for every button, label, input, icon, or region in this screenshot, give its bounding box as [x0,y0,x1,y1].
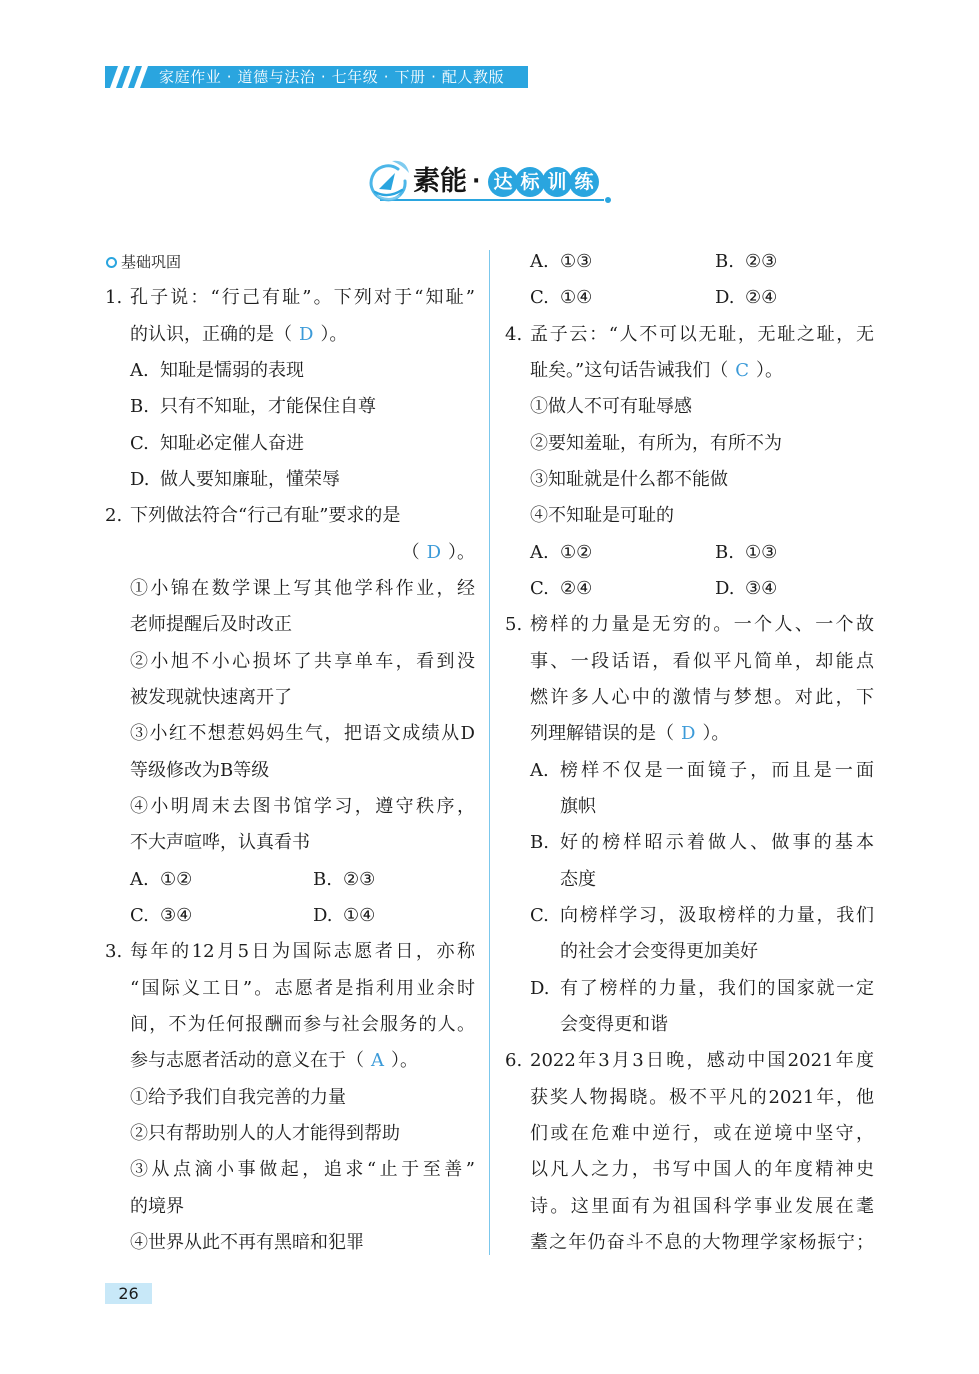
statement-line [105,1116,475,1152]
stem-text: 诗。这里面有为祖国科学事业发展在耄 [530,1195,874,1217]
statement-text: ④不知耻是可耻的 [530,505,674,527]
option-text: 好的榜样昭示着做人、做事的基本 [560,832,874,854]
statement-text: 等级修改为B等级 [130,759,270,781]
option-a [505,753,874,789]
statement-text: ①小锦在数学课上写其他学科作业，经 [130,577,475,599]
option-text: 有了榜样的力量，我们的国家就一定 [560,977,874,999]
option-continuation [505,789,874,825]
stem-text: 2022年3月3日晚，感动中国2021年度 [530,1050,874,1072]
option-a [105,353,475,389]
statement-line [105,680,475,716]
stem-line [105,971,475,1007]
choice-label: B. [715,541,734,563]
question-number: 5. [505,614,523,636]
answer-bracket-close: ）。 [702,723,730,745]
stem-fragment: 列理解错误的是 [530,723,656,745]
statement-text: ④世界从此不再有黑暗和犯罪 [130,1231,364,1253]
choice-text: ①③ [560,251,593,272]
stem-line [105,317,475,353]
stem-line [105,498,475,534]
section-banner [366,155,616,211]
column-divider [489,250,490,1255]
stem-text: 耋之年仍奋斗不息的大物理学家杨振宁； [530,1231,874,1253]
stem-text: 孔子说：“行己有耻”。下列对于“知耻” [130,287,475,309]
stem-text: 孟子云：“人不可以无耻，无耻之耻，无 [530,323,874,345]
statement-line [505,426,874,462]
stem-text: 间，不为任何报酬而参与社会服务的人。 [130,1013,475,1035]
option-d [105,462,475,498]
statement-line [105,789,475,825]
stem-text [130,1043,475,1079]
choice-row [105,898,475,934]
statement-text: ①给予我们自我完善的力量 [130,1086,346,1108]
option-label: B. [130,396,149,418]
answer-bracket-open: （ [346,1050,364,1072]
option-b [505,825,874,861]
question-number: 4. [505,323,523,345]
option-b [105,389,475,425]
stem-fragment: 参与志愿者活动的意义在于 [130,1050,346,1072]
banner-title-char: 达 [488,167,518,197]
answer-letter: C [735,359,749,381]
option-text: 知耻必定催人奋进 [160,432,304,454]
choice-label: C. [130,904,149,926]
question-1 [105,280,475,498]
option-text: 态度 [560,868,596,890]
choice-label: A. [130,868,149,890]
choice-text: ②③ [343,868,376,890]
section-heading [105,244,475,280]
choice-row [505,280,874,316]
stem-text: “国际义工日”。志愿者是指利用业余时 [130,977,475,999]
option-text: 榜样不仅是一面镜子，而且是一面 [560,759,874,781]
statement-line [505,389,874,425]
statement-line [105,825,475,861]
choice-text: ③④ [745,577,778,599]
question-number: 6. [505,1050,523,1072]
option-label: A. [530,759,549,781]
choice-row [505,571,874,607]
banner-title-main: 素能 [413,166,467,197]
answer-bracket-open: （ [274,323,292,345]
choice-label: D. [715,287,735,309]
stem-line [105,1007,475,1043]
choice-text: ②④ [745,287,778,309]
stem-line [505,1225,874,1261]
header-title: 家庭作业 · 道德与法治 · 七年级 · 下册 · 配人教版 [159,68,505,86]
question-2 [105,498,475,934]
stem-text [530,716,874,752]
stem-line [505,1116,874,1152]
stem-line [105,1043,475,1079]
option-c [505,898,874,934]
answer-bracket-open: （ [656,723,674,745]
answer-letter: D [299,323,314,345]
answer-letter: A [371,1050,384,1072]
answer-bracket-close: ）。 [448,541,475,563]
choice-label: B. [313,868,332,890]
choice-label: D. [313,904,333,926]
choice-row [105,862,475,898]
stem-text [130,317,475,353]
stem-text: 下列做法符合“行己有耻”要求的是 [130,505,401,527]
statement-text: ④小明周末去图书馆学习，遵守秩序， [130,795,475,817]
choice-row [505,244,874,280]
option-label: A. [130,359,149,381]
statement-line [105,571,475,607]
statement-line [105,1189,475,1225]
option-text: 知耻是懦弱的表现 [160,359,304,381]
question-number: 1. [105,287,123,309]
statement-line [505,498,874,534]
option-label: C. [530,904,549,926]
statement-text: ②小旭不小心损坏了共享单车，看到没 [130,650,475,672]
answer-letter: D [681,723,696,745]
stem-text: 燃许多人心中的激情与梦想。对此，下 [530,686,874,708]
stem-text: 事、一段话语，看似平凡简单，却能点 [530,650,874,672]
option-text: 的社会才会变得更加美好 [560,941,758,963]
stem-line [105,934,475,970]
option-text: 旗帜 [560,795,596,817]
statement-line [105,607,475,643]
stem-fragment: 的认识，正确的是 [130,323,274,345]
question-4 [505,317,874,608]
answer-bracket-open: （ [710,359,729,381]
question-number: 3. [105,941,123,963]
option-text: 向榜样学习，汲取榜样的力量，我们 [560,904,874,926]
stem-line [505,716,874,752]
option-text: 做人要知廉耻，懂荣辱 [160,468,340,490]
stem-text: 每年的12月5日为国际志愿者日，亦称 [130,941,475,963]
answer-letter: D [426,541,441,563]
stem-line [505,353,874,389]
stem-text: 以凡人之力，书写中国人的年度精神史 [530,1159,874,1181]
option-continuation [505,862,874,898]
stem-text: 榜样的力量是无穷的。一个人、一个故 [530,614,874,636]
left-column [105,244,475,1261]
stem-line [505,607,874,643]
section-label: 基础巩固 [121,253,182,271]
choice-text: ①② [160,868,193,890]
choice-label: A. [530,251,549,272]
right-column [505,244,874,1261]
page-number: 26 [105,1283,152,1304]
statement-text: ③小红不想惹妈妈生气，把语文成绩从D [130,723,475,745]
stem-line [505,1043,874,1079]
statement-line [105,1152,475,1188]
option-text: 会变得更和谐 [560,1013,668,1035]
banner-title-char: 标 [515,167,545,197]
question-5 [505,607,874,1043]
answer-line [105,535,475,571]
statement-line [105,1080,475,1116]
statement-text: ②要知羞耻，有所为，有所不为 [530,432,782,454]
choice-label: A. [530,541,549,563]
statement-text: 的境界 [130,1195,184,1217]
choice-label: B. [715,251,734,272]
sailboat-emblem-icon [366,159,412,207]
stem-text: 们或在危难中逆行，或在逆境中坚守， [530,1122,874,1144]
question-3 [105,934,475,1261]
statement-text: 老师提醒后及时改正 [130,614,292,636]
choice-text: ①② [560,541,593,563]
stem-line [505,1152,874,1188]
choice-text: ①④ [560,287,593,309]
statement-line [105,644,475,680]
option-continuation [505,934,874,970]
stem-text: 获奖人物揭晓。极不平凡的2021年，他 [530,1086,874,1108]
choice-text: ①③ [745,541,778,563]
option-label: D. [130,468,150,490]
answer-bracket-close: ）。 [755,359,783,381]
stem-line [505,1189,874,1225]
choice-label: D. [715,577,735,599]
circle-bullet-icon [106,257,117,268]
answer-bracket-open: （ [401,541,420,563]
option-continuation [505,1007,874,1043]
statement-text: ③从点滴小事做起，追求“止于至善” [130,1159,475,1181]
statement-text: 被发现就快速离开了 [130,686,292,708]
option-label: B. [530,832,549,854]
answer-bracket-close: ）。 [391,1050,418,1072]
choice-text: ③④ [160,904,193,926]
stem-line [505,317,874,353]
stem-line [505,644,874,680]
option-d [505,971,874,1007]
header-bar [105,66,528,88]
statement-text: ②只有帮助别人的人才能得到帮助 [130,1122,400,1144]
stem-text [530,353,874,389]
choice-row [505,535,874,571]
statement-text: 不大声喧哗，认真看书 [130,832,310,854]
option-label: C. [130,432,149,454]
choice-text: ②④ [560,577,593,599]
choice-text: ①④ [343,904,376,926]
choice-label: C. [530,577,549,599]
question-3-choices [505,244,874,317]
question-number: 2. [105,505,123,527]
choice-label: C. [530,287,549,309]
slash-stripes-icon [107,66,153,88]
statement-line [105,753,475,789]
choice-text: ②③ [745,251,778,272]
statement-line [505,462,874,498]
option-c [105,426,475,462]
option-label: D. [530,977,550,999]
stem-line [105,280,475,316]
banner-title-dot: · [472,169,481,194]
banner-title-char: 练 [569,167,599,197]
statement-line [105,716,475,752]
question-6 [505,1043,874,1261]
stem-fragment: 耻矣。”这句话告诫我们 [530,359,711,381]
statement-text: ①做人不可有耻辱感 [530,396,692,418]
statement-line [105,1225,475,1261]
stem-line [505,1080,874,1116]
option-text: 只有不知耻，才能保住自尊 [160,396,376,418]
answer-bracket [130,535,475,571]
answer-bracket-close: ）。 [320,323,348,345]
stem-line [505,680,874,716]
banner-title-char: 训 [542,167,572,197]
statement-text: ③知耻就是什么都不能做 [530,468,728,490]
